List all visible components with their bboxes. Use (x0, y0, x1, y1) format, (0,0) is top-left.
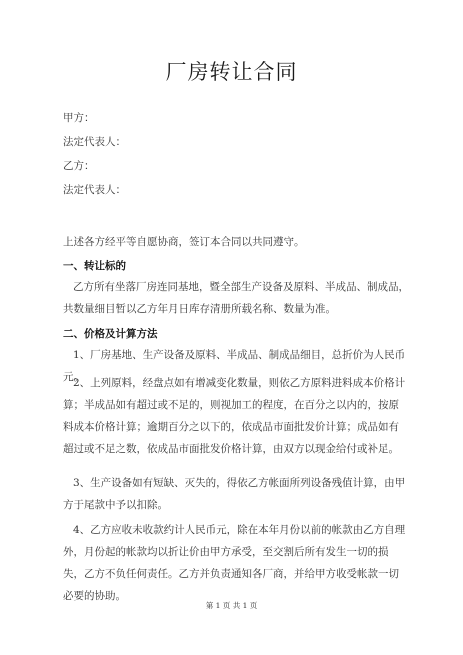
section-2-heading: 二、价格及计算方法 (63, 328, 158, 340)
paragraph-text: 2、上列原料，经盘点如有增减变化数量，则依乙方原料进料成本价格计算；半成品如有超过或不足的，则视加工的程度，在百分之以内的，按原料成本价格计算；逾期百分之以下的，依成品市面批发价计算；成品如有超过或不足之数，依成品市面批发价格计算，由双方以现金给付或补足。 (63, 377, 406, 455)
party-a-label: 甲方： (63, 112, 95, 124)
section-2-paragraph-2 (63, 372, 409, 460)
paragraph-text: 4、乙方应收未收款约计人民币元，除在本年月份以前的帐款由乙方自理外，月份起的帐款均以折让价由甲方承受，至交割后所有发生一切的损失，乙方不负任何责任。乙方并负责通知各厂商，并给甲方收受帐款一切必要的协助。 (63, 524, 406, 602)
party-a-representative-label: 法定代表人： (63, 136, 126, 148)
section-1-heading: 一、转让标的 (63, 260, 126, 272)
paragraph-text: 乙方所有坐落厂房连同基地，暨全部生产设备及原料、半成品、制成品，共数量细目暂以乙方年月日库存清册所载名称、数量为准。 (63, 281, 409, 315)
section-1-paragraph-1 (63, 276, 409, 320)
intro-paragraph: 上述各方经平等自愿协商，签订本合同以共同遵守。 (63, 236, 305, 248)
page-footer: 第 1 页 共 1 页 (205, 601, 258, 610)
party-b-label: 乙方： (63, 160, 95, 172)
document-title: 厂房转让合同 (165, 60, 298, 84)
paragraph-text: 3、生产设备如有短缺、灭失的，得依乙方帐面所列设备残值计算，由甲方于尾款中予以扣除。 (63, 477, 406, 511)
paragraph-text: 1、厂房基地、生产设备及原料、半成品、制成品细目，总折价为人民币元。 (63, 349, 406, 383)
section-2-paragraph-3 (63, 472, 409, 516)
section-2-paragraph-4 (63, 519, 409, 607)
party-b-representative-label: 法定代表人： (63, 184, 126, 196)
